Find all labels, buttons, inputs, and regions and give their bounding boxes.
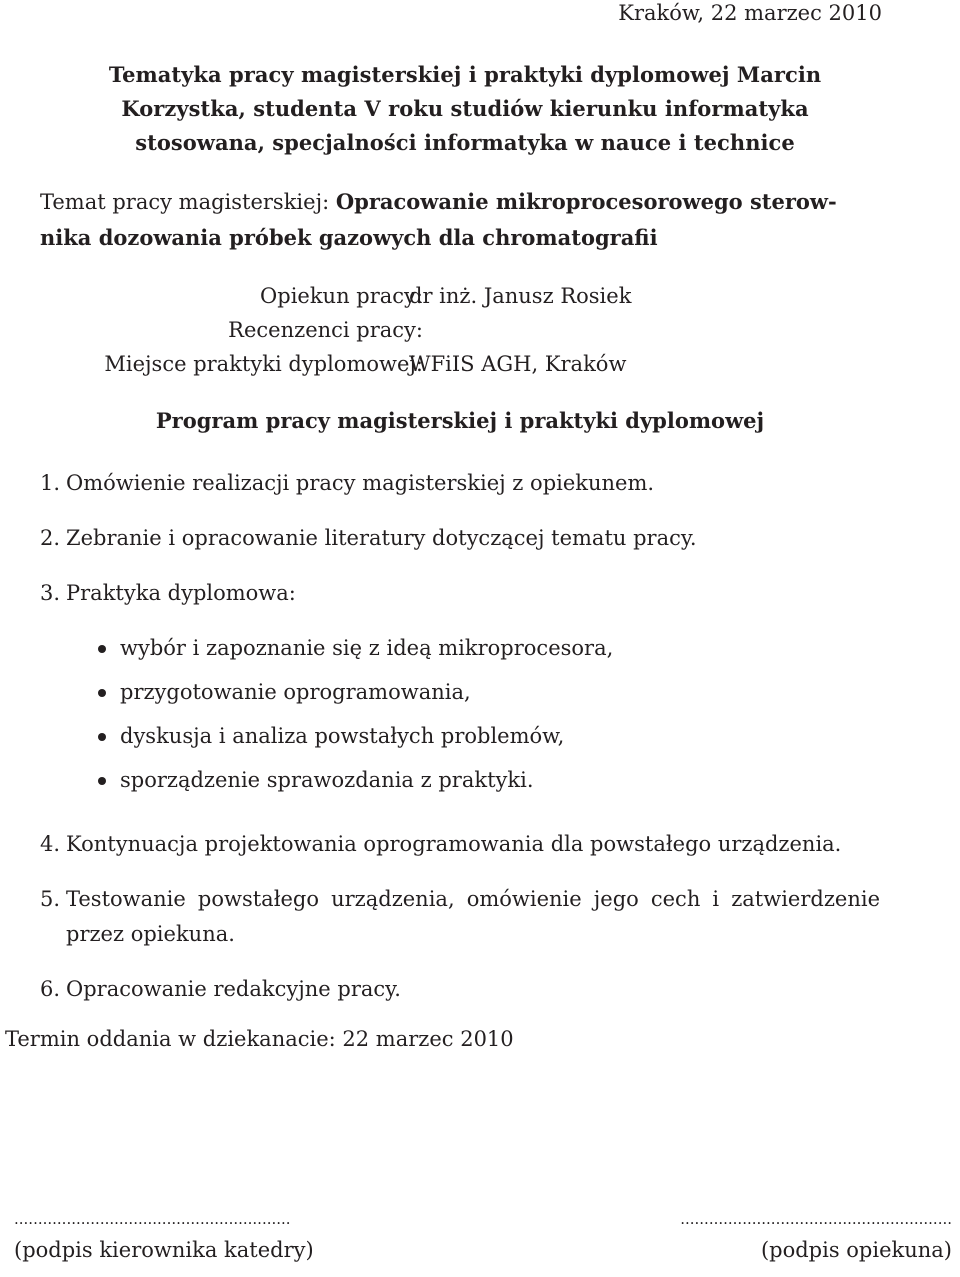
signature-caption: (podpis kierownika katedry) — [14, 1238, 314, 1262]
signature-caption: (podpis opiekuna) — [760, 1238, 952, 1262]
supervisor-label: Opiekun pracy: — [260, 284, 423, 308]
document-date: Kraków, 22 marzec 2010 — [618, 1, 882, 25]
info-row-supervisor — [40, 279, 880, 313]
program-step — [40, 882, 880, 952]
practice-bullet-text: dyskusja i analiza powstałych problemów, — [120, 724, 565, 748]
info-row-practice-place — [40, 347, 880, 381]
program-step — [40, 521, 880, 556]
thesis-topic — [40, 184, 880, 256]
step-number: 4. — [39, 832, 60, 856]
practice-bullet-item — [66, 719, 880, 763]
program-step — [40, 972, 880, 1007]
step-number: 2. — [39, 526, 60, 550]
thesis-topic-value-line2: nika dozowania próbek gazowych dla chromatografii — [40, 225, 658, 250]
document-title — [40, 58, 890, 160]
practice-bullet-item — [66, 763, 880, 807]
step-text: Zebranie i opracowanie literatury dotyczącej tematu pracy. — [66, 526, 697, 550]
practice-place-label: Miejsce praktyki dyplomowej: — [104, 352, 423, 376]
signature-line: .......................................................... — [14, 1210, 291, 1228]
supervisor-value: dr inż. Janusz Rosiek — [409, 284, 632, 308]
bullet-icon — [98, 733, 106, 741]
signature-department-head — [14, 1212, 314, 1267]
signature-line: ......................................................... — [680, 1210, 952, 1228]
practice-bullet-item — [66, 675, 880, 719]
thesis-topic-value-line1: Opracowanie mikroprocesorowego sterow- — [335, 189, 837, 214]
bullet-icon — [98, 645, 106, 653]
thesis-topic-label: Temat pracy magisterskiej: — [40, 190, 330, 214]
step-text: Praktyka dyplomowa: — [66, 581, 296, 605]
program-step — [40, 576, 880, 807]
info-row-reviewers — [40, 313, 880, 347]
step-number: 1. — [39, 471, 60, 495]
thesis-info-table — [40, 279, 880, 381]
program-heading: Program pracy magisterskiej i praktyki dyplomowej — [155, 408, 765, 433]
step-number: 3. — [39, 581, 60, 605]
title-line: Tematyka pracy magisterskiej i praktyki dyplomowej Marcin — [108, 62, 822, 87]
practice-bullet-item — [66, 631, 880, 675]
title-line: Korzystka, studenta V roku studiów kierunku informatyka — [121, 96, 809, 121]
bullet-icon — [98, 777, 106, 785]
step-number: 6. — [39, 977, 60, 1001]
program-step — [40, 466, 880, 501]
submission-deadline: Termin oddania w dziekanacie: 22 marzec 2010 — [5, 1027, 514, 1051]
step-text: Omówienie realizacji pracy magisterskiej z opiekunem. — [66, 471, 655, 495]
step-text: Opracowanie redakcyjne pracy. — [66, 977, 401, 1001]
practice-bullet-text: wybór i zapoznanie się z ideą mikroprocesora, — [120, 636, 614, 660]
step-text: Kontynuacja projektowania oprogramowania dla powstałego urządzenia. — [66, 832, 842, 856]
title-line: stosowana, specjalności informatyka w nauce i technice — [135, 130, 795, 155]
practice-bullet-list — [66, 631, 880, 807]
practice-place-value: WFiIS AGH, Kraków — [409, 352, 627, 376]
signature-supervisor — [680, 1212, 952, 1267]
step-number: 5. — [39, 887, 60, 911]
program-steps-list — [40, 466, 880, 1027]
practice-bullet-text: sporządzenie sprawozdania z praktyki. — [120, 768, 534, 792]
bullet-icon — [98, 689, 106, 697]
reviewers-label: Recenzenci pracy: — [228, 318, 423, 342]
step-text: Testowanie powstałego urządzenia, omówienie jego cech i zatwierdzenie przez opiekuna. — [66, 887, 880, 946]
practice-bullet-text: przygotowanie oprogramowania, — [120, 680, 471, 704]
program-step — [40, 827, 880, 862]
